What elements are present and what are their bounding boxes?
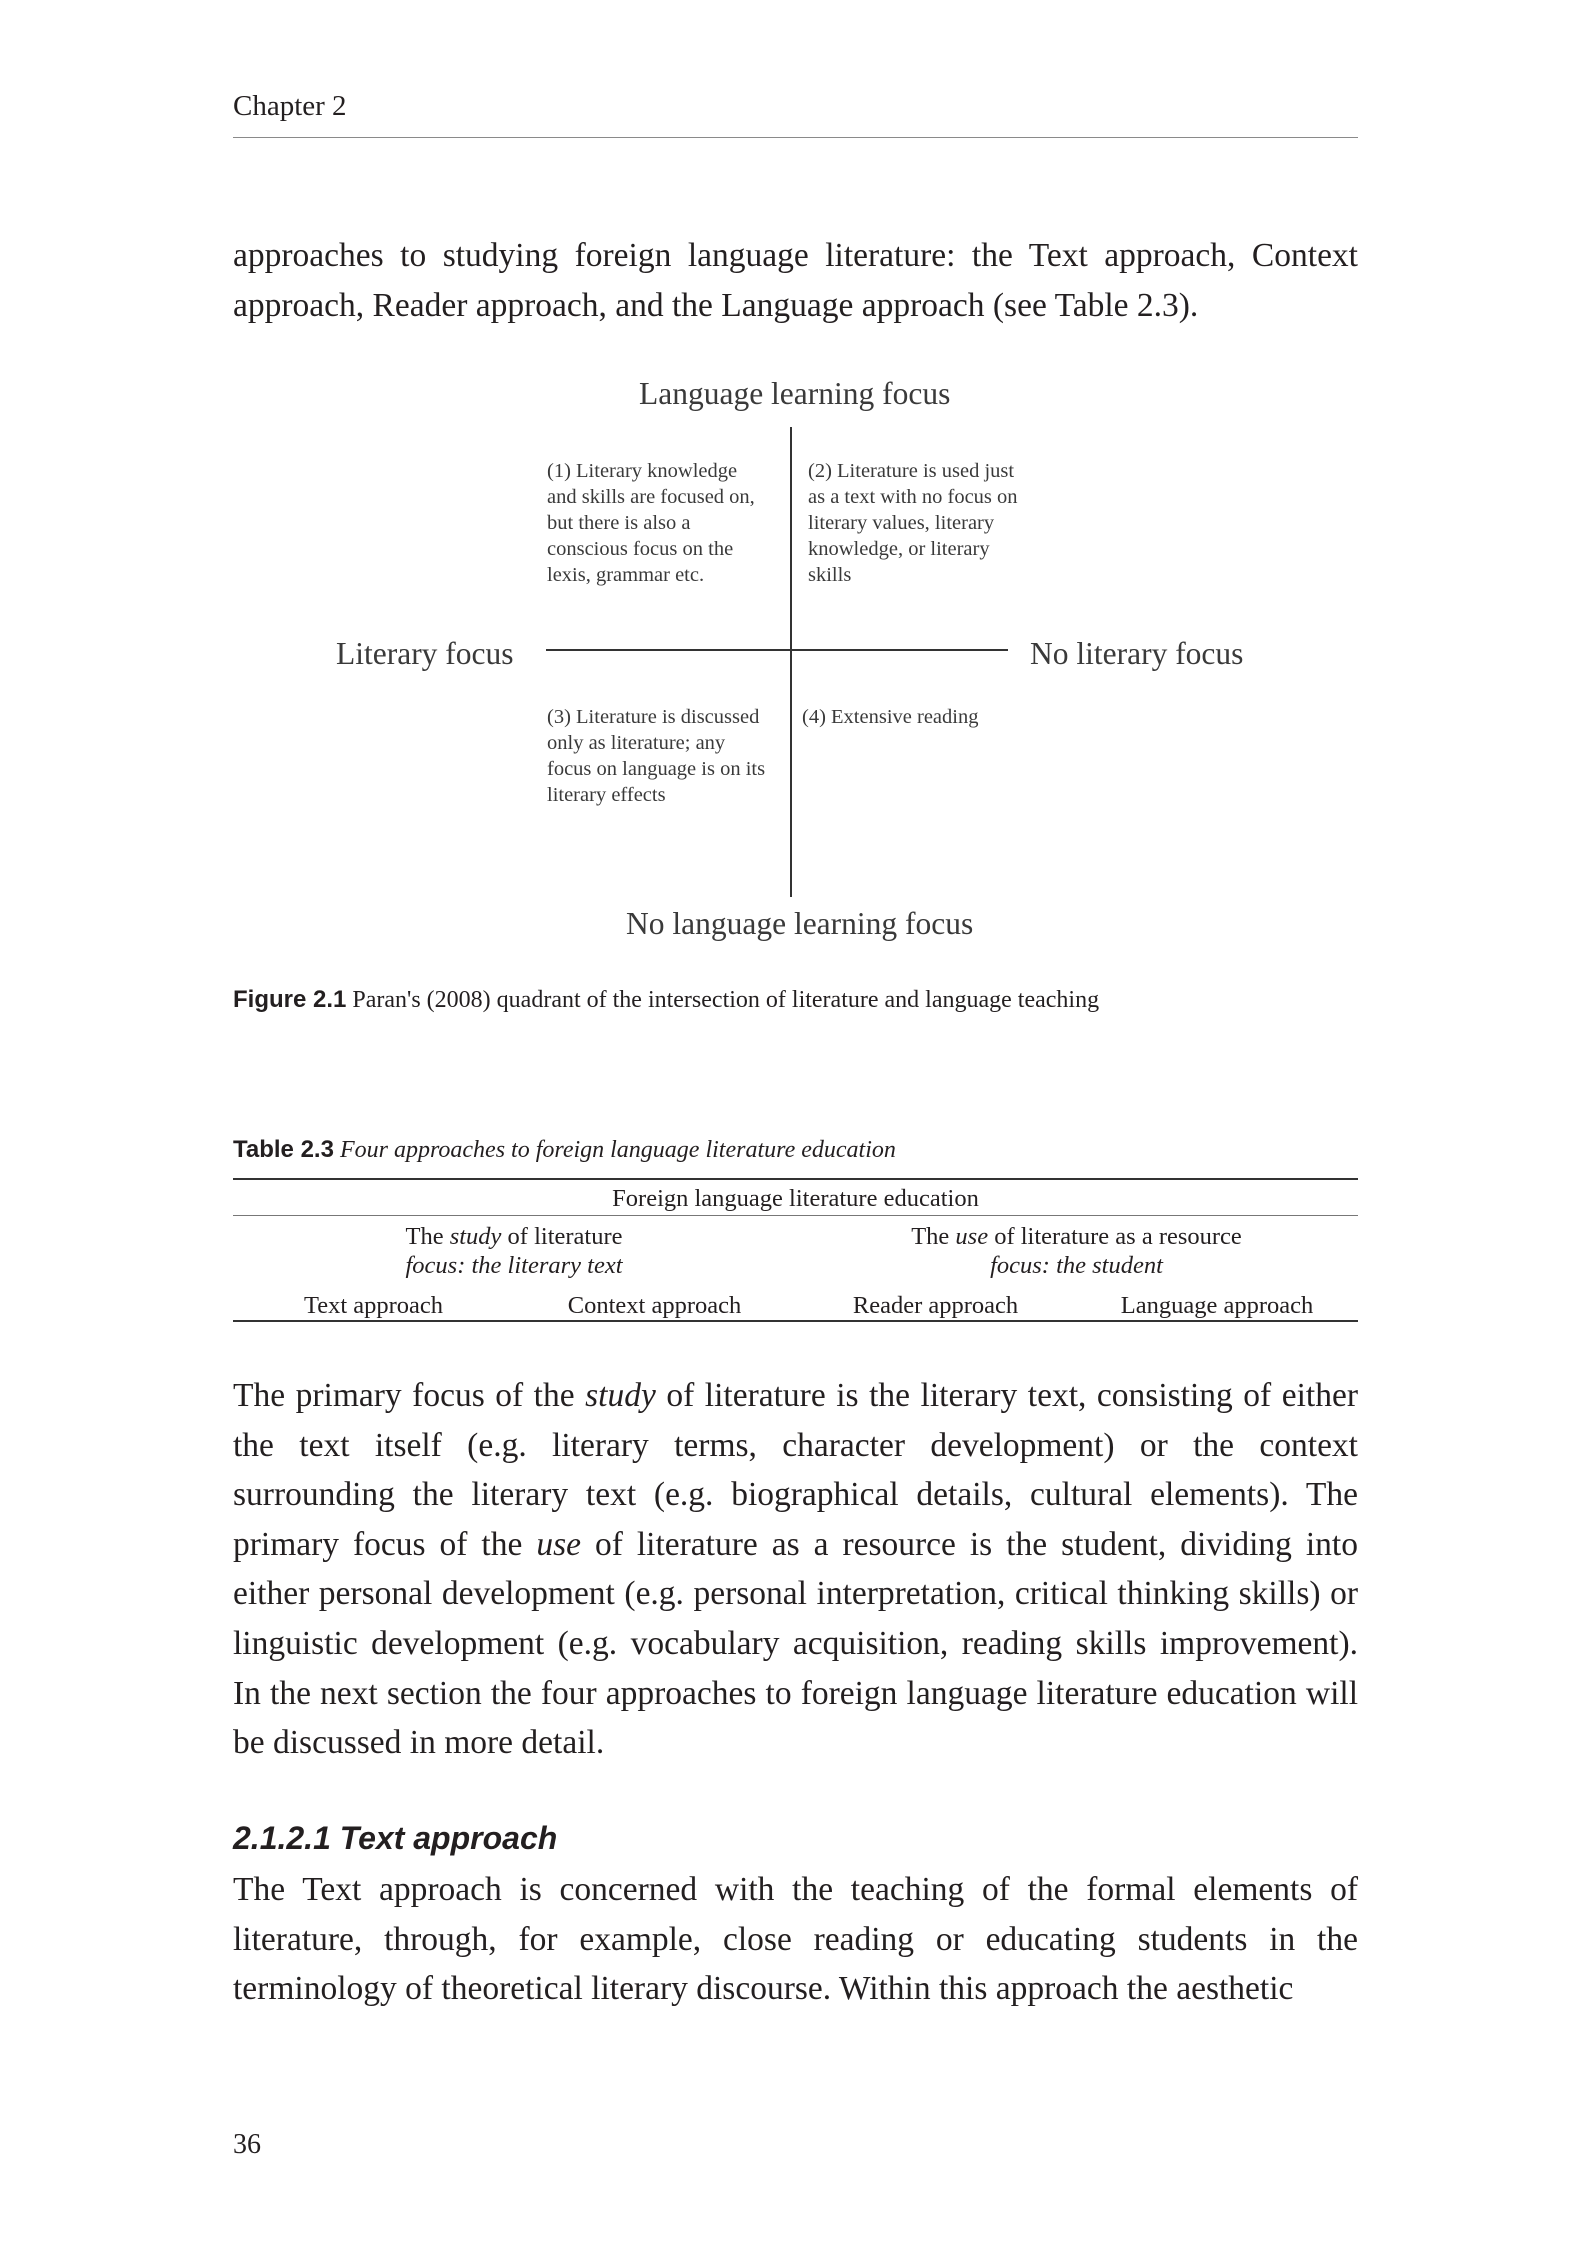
quadrant-4-text: (4) Extensive reading: [802, 706, 979, 728]
table-bottom-rule: [233, 1320, 1358, 1322]
table-header: Foreign language literature education: [612, 1185, 979, 1212]
figure-left-label: Literary focus: [336, 636, 514, 671]
figure-top-label: Language learning focus: [639, 376, 951, 411]
focus-paragraph: The primary focus of the study of literature is the literary text, consisting of either the text itself (e.g. literary terms, character development) or the context surrounding the literary text (e.g. biographical details, cultural elements). The primary focus of the use of literature as a resource is the student, dividing into either personal development (e.g. personal interpretation, critical thinking skills) or linguistic development (e.g. vocabulary acquisition, reading skills improvement). In the next section the four approaches to foreign language literature education will be discussed in more detail.: [233, 1377, 1358, 1762]
figure-number: Figure 2.1: [233, 986, 347, 1013]
table-cell-text-approach: Text approach: [303, 1292, 444, 1319]
table-mid-rule: [233, 1215, 1358, 1216]
intro-paragraph: approaches to studying foreign language literature: the Text approach, Context approach, Reader approach, and the Language approach (see Table 2.3).: [233, 237, 1358, 324]
figure-right-label: No literary focus: [1030, 636, 1244, 671]
figure-vertical-axis: [790, 427, 792, 897]
figure-horizontal-axis: [546, 649, 1008, 651]
table-number: Table 2.3: [233, 1136, 334, 1163]
table-group-use: The use of literature as a resource focus: the student: [911, 1223, 1242, 1279]
section-heading: 2.1.2.1 Text approach: [233, 1820, 558, 1856]
table-caption: Four approaches to foreign language literature education: [333, 1137, 896, 1163]
figure-bottom-label: No language learning focus: [626, 906, 974, 941]
figure-caption: [233, 986, 1099, 1014]
table-cell-context-approach: Context approach: [567, 1292, 742, 1319]
table-title: [233, 1136, 896, 1164]
page-number: 36: [233, 2129, 261, 2160]
quadrant-2-text: (2) Literature is used just as a text with no focus on literary values, literary knowledge, or literary skills: [808, 460, 1018, 586]
header-rule: [233, 137, 1358, 138]
running-head: Chapter 2: [233, 90, 347, 122]
figure-caption-text: Paran's (2008) quadrant of the intersection of literature and language teaching: [346, 987, 1100, 1013]
quadrant-1-text: (1) Literary knowledge and skills are focused on, but there is also a conscious focus on the lexis, grammar etc.: [547, 460, 755, 586]
text-approach-paragraph: The Text approach is concerned with the teaching of the formal elements of literature, through, for example, close reading or educating students in the terminology of theoretical literary discourse. Within this approach the aesthetic: [233, 1871, 1358, 2008]
table-cell-reader-approach: Reader approach: [852, 1292, 1019, 1319]
table-cell-language-approach: Language approach: [1120, 1292, 1314, 1319]
table-top-rule: [233, 1178, 1358, 1180]
table-group-study: The study of literature focus: the literary text: [405, 1223, 623, 1279]
quadrant-3-text: (3) Literature is discussed only as literature; any focus on language is on its literary effects: [547, 706, 766, 806]
